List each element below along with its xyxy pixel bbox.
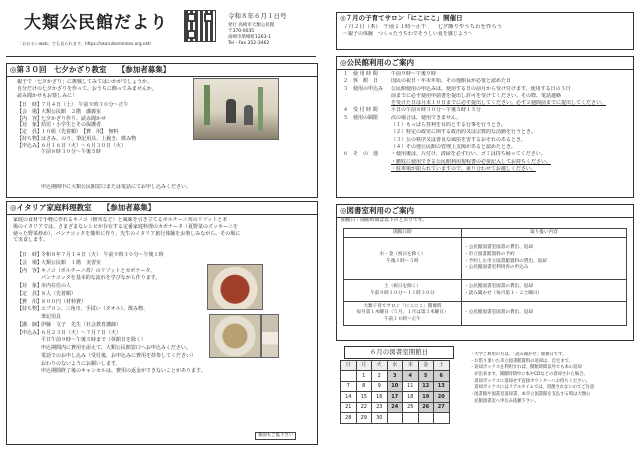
detail-key: 【会 場】	[17, 259, 43, 266]
salon-line2: ～親子の体験 つくったうちわでそうしい夏を感じよう～	[343, 31, 473, 38]
table-header-days: 開館日時	[344, 229, 462, 238]
detail-value: １０組（先着順） 【費 用】 無料	[41, 129, 119, 135]
detail-value: 令和８年７月１４日（火） 午前９時３０分～午後１時	[41, 252, 164, 258]
intro-line: 親子で「七夕かざり」に挑戦してみてはいかがでしょうか。	[17, 79, 153, 85]
tanabata-intro	[17, 79, 187, 99]
issue-date: 令和８年６月１日号	[228, 12, 287, 20]
calendar-day: 18	[403, 392, 419, 403]
calendar-day: 15	[356, 392, 372, 403]
detail-key: 【内 容】	[17, 115, 43, 122]
note-line: が出来ます。開館時間中に本やCDなどの返却された場合、	[470, 371, 588, 377]
detail-value: パンナコッタを基本的な流れを学びながら作ります。	[41, 275, 161, 282]
detail-value: おわりのないようにお願いします。	[41, 360, 121, 367]
calendar-day-header: 火	[372, 360, 388, 371]
usage-value: ・撤収に使用できる公民館利用規程書の必要記入してお持ちください。	[391, 158, 552, 165]
calendar-day: 7	[341, 381, 357, 392]
food-photo-pannacotta	[261, 314, 279, 358]
usage-value: 次の場合は、使用できません。	[391, 114, 462, 121]
usage-key	[343, 93, 391, 100]
note-line: ・返却ボックスを利用すれば、開館時間以外でも本の返却	[470, 365, 582, 371]
days-line: 午後１時～５時	[386, 258, 419, 264]
detail-key	[17, 353, 41, 361]
masthead-divider	[6, 56, 316, 57]
days-line: 毎月第１木曜日（５月、１月は第３木曜日）	[356, 310, 449, 316]
calendar-day-header: 木	[403, 360, 419, 371]
detail-value: エプロン、三角巾、手拭い（タオル）、飲み物、	[41, 306, 149, 313]
usage-value: ・使用後は、片付け、清掃を必ず行い、ゴミは持ち帰ってください。	[391, 151, 546, 158]
service-line: ・公民館図書室図書の貸出、返却	[464, 283, 533, 289]
publisher-line: 高崎市柴崎町1263-1	[228, 35, 271, 41]
calendar-day: 29	[356, 413, 372, 424]
usage-items	[343, 71, 631, 173]
detail-key: 【定 員】	[17, 129, 43, 135]
library-subtitle: 開館日・開館時間は以下のとおりです。	[341, 218, 427, 224]
detail-key	[17, 361, 41, 369]
calendar-day: 6	[434, 371, 450, 382]
usage-value: （４）その他公民館の管理上支障があると認めたとき。	[391, 143, 516, 150]
note-line: ・大学ご利用の方は、「読み聞かせ」開催日です。	[470, 352, 567, 357]
table-cell-services	[462, 280, 627, 302]
publisher-line: Tel・Fax 352-3462	[228, 41, 270, 47]
note-line: 返却ボックスに返却せず直接カウンターへお持ちください。	[470, 378, 591, 384]
masthead-url[interactable]: 「おおるいweb」でも見られます。https://okaruikominkan.org.net/	[18, 41, 152, 46]
food-photo-caponata	[209, 314, 261, 358]
calendar-day-header: 水	[387, 360, 403, 371]
calendar-week-row	[341, 392, 450, 403]
cooking-intro	[13, 217, 313, 244]
usage-value: （２）特定の政党に関する政治的又は宗教的な活動を行うとき。	[391, 129, 536, 136]
detail-key: 【申込み】	[17, 329, 43, 336]
calendar-day: 21	[341, 402, 357, 413]
detail-key	[17, 314, 41, 322]
detail-key: 【定 員】	[17, 290, 43, 297]
library-title: ◎図書室利用のご案内	[337, 205, 633, 218]
cooking-section	[6, 201, 318, 445]
calendar-day: 13	[434, 381, 450, 392]
library-hours-table	[343, 228, 627, 326]
service-line: ・読み聞かせ（毎月第１・２土曜日）	[464, 290, 543, 296]
salon-title: ◎７月の子育てサロン「にこにこ」開催日	[340, 14, 463, 22]
calendar-week-row	[341, 413, 450, 424]
detail-value: 大類公民館 １階 実習室	[41, 259, 102, 266]
detail-value: 筆記用具	[41, 314, 62, 320]
calendar-day: 16	[372, 392, 388, 403]
calendar-day-header: 日	[341, 360, 357, 371]
usage-key	[343, 159, 391, 166]
calendar-day: 30	[372, 413, 388, 424]
publisher-line: 発行 高崎市大類公民館	[228, 23, 275, 28]
detail-value: ６月２３日（火）～７月７日（火）	[41, 329, 122, 336]
usage-key	[343, 129, 391, 136]
publisher-line: 〒370-0035	[228, 29, 255, 35]
detail-key: 【会 場】	[17, 108, 43, 115]
calendar-day: 27	[434, 402, 450, 413]
detail-key: 【持ち物】	[17, 306, 43, 313]
calendar-day	[434, 413, 450, 424]
table-header-row	[344, 229, 627, 238]
table-cell-services	[462, 302, 627, 326]
service-line: ・市立図書館資料の予約	[464, 251, 515, 257]
intro-line: 場のイタリアでは、さまざまなレシピが存在する定番家庭料理のカポナータ（夏野菜のズッキーニを	[13, 223, 238, 230]
masthead-title: 大類公民館だより	[24, 13, 168, 33]
usage-key: ４ 受 付 時 間	[343, 107, 378, 114]
detail-value: 午前８時３０分～午後５時	[41, 149, 102, 156]
calendar-day: 23	[372, 402, 388, 413]
intro-line: 使った野菜炒め）、パンナコッタを簡単に作り、先生のイタリア旅行体験をお楽しみながら、その場に	[13, 230, 241, 237]
detail-key	[17, 337, 41, 345]
note-line: ・お借り頂いた市立図書館資料の返却は、自宅まで。	[470, 358, 574, 364]
detail-key: 【内 容】	[17, 267, 43, 274]
usage-key: ３ 使用の申込み	[343, 85, 384, 92]
usage-value: （３）公の秩序又は善良な風俗を害するおそれのあるとき。	[391, 136, 526, 143]
calendar-day	[403, 413, 419, 424]
service-line: ・公民館図書室図書の貸出、返却	[464, 244, 533, 250]
detail-value: 伊藤 文子 先生（社会教育講師）	[41, 321, 122, 328]
calendar-week-row	[341, 371, 450, 382]
detail-key: 【講 師】	[17, 321, 43, 328]
usage-value: 前までに必ず使用申請書を提出し許可を受けてください。その際、電話連絡	[391, 92, 562, 99]
detail-value: はさみ、のり、筆記用具、上履き、飲み物	[41, 135, 137, 142]
intro-line: 自分だけの七夕かざりを作って、おうちに飾ってみませんか。	[17, 85, 157, 92]
cooking-title: ◎イタリア家庭料理教室 【参加者募集】	[7, 202, 317, 215]
salon-section	[336, 12, 634, 50]
calendar-day-header: 月	[356, 360, 372, 371]
continue-label: 裏面もご覧下さい	[255, 432, 296, 440]
calendar-day: 14	[341, 392, 357, 403]
tanabata-section	[6, 63, 318, 198]
days-line: 水・金（祝日を除く）	[379, 252, 426, 258]
detail-value: ８００円（材料費）	[41, 298, 87, 305]
detail-value: 電話でのお申し込み（受付後、お申込みに費用を持参してください）	[41, 352, 197, 359]
usage-title: ◎公民館利用のご案内	[337, 57, 633, 70]
calendar-day-header: 金	[418, 360, 434, 371]
service-line: ・公民館図書室図書の貸出、返却	[464, 310, 533, 316]
days-line: 土（祝日を除く）	[384, 284, 421, 290]
detail-value: 申込期間終了後のキャンセルは、費用の返金ができないことがあります。	[41, 368, 206, 375]
table-cell-services	[462, 238, 627, 280]
usage-value: 国民の祝日・年末年始、その他館長が必要と認めた日	[391, 78, 512, 85]
salon-line1: ７月２日（木） 午前１１時～正午 七夕飾りやうちわを作ろう	[343, 23, 503, 30]
detail-value: 七夕かざり作り、読み聞かせ	[41, 115, 107, 122]
usage-value: ・駐車場が限られていますので、乗り合わせてお越しください。	[391, 165, 536, 172]
calendar-day: 8	[356, 381, 372, 392]
calendar-day: 3	[387, 371, 403, 382]
calendar-day	[418, 413, 434, 424]
calendar-table	[340, 360, 450, 424]
table-row	[344, 238, 627, 280]
table-cell-days	[344, 302, 462, 326]
service-line: ・予約した市立図書館資料の貸出、返却	[464, 258, 547, 264]
detail-value: 大類公民館 ２階 講義室	[41, 108, 102, 115]
library-notes	[470, 352, 634, 405]
service-line: ・公民館図書室利用券の申込み	[464, 265, 529, 271]
usage-value: 午前９時～午後９時	[391, 71, 437, 77]
calendar-week-row	[341, 381, 450, 392]
calendar-day: 12	[418, 381, 434, 392]
usage-key	[343, 166, 391, 173]
table-row	[344, 280, 627, 302]
food-photo-risotto	[207, 264, 263, 310]
usage-section	[336, 56, 634, 198]
note-line: 民館図書室へ申込み依頼下さい。	[470, 398, 539, 404]
calendar-day-header: 土	[434, 360, 450, 371]
calendar-day: 28	[341, 413, 357, 424]
library-section	[336, 204, 634, 341]
note-line: ・図書館や図書室返却書、本市立図書館を支払する時は大類公	[470, 391, 591, 397]
detail-key: 【申込み】	[17, 142, 43, 149]
detail-value: ８人（先着順）	[41, 290, 77, 297]
calendar-day: 24	[387, 402, 403, 413]
calendar-title: ６月の図書室開館日	[344, 346, 454, 359]
usage-value: 平日の午前８時３０分～午後５時１５分	[391, 107, 482, 114]
tanabata-title: ◎第３０回 七夕かざり教室 【参加者募集】	[7, 64, 317, 77]
calendar-day	[387, 413, 403, 424]
detail-key	[17, 275, 41, 283]
usage-value: を受けた日は月末１０日までに必ず提出してください。必ず２週間前までに提出してください。	[391, 100, 607, 107]
usage-value: 公民館使用の申込みは、使用する日の前月から受け付けます。使用する日の３日	[391, 85, 571, 92]
usage-key: ６ そ の 他	[343, 151, 379, 158]
days-line: 午前９時３０分～１１時３０分	[370, 290, 435, 296]
calendar-day: 19	[418, 392, 434, 403]
days-line: 午前１０時～正午	[384, 316, 421, 322]
calendar-week-row	[341, 402, 450, 413]
tanabata-note: 申込期間中に大類公民館窓口または電話にてお申し込みください。	[41, 184, 192, 190]
detail-key: 【対 象】	[17, 122, 43, 129]
intro-line: て実食します。	[13, 237, 48, 244]
intro-line: 読み聞かせもお楽しみに！	[17, 92, 78, 99]
detail-value: キノコ（ポルチーニ茸）のリゾットとカポナータ、	[41, 267, 156, 274]
detail-value: 幼児・小学生とその保護者	[41, 122, 102, 129]
detail-key	[17, 368, 41, 376]
intro-line: 家庭の食材で手軽に作れるキノコ（椎茸など）と風味を引き立てるポルチーニ茸のリゾットと本	[13, 217, 228, 223]
detail-key	[17, 149, 41, 156]
calendar-day: 10	[387, 381, 403, 392]
calendar-header-row	[341, 360, 450, 371]
calendar-day: 20	[434, 392, 450, 403]
detail-value: ７月４日（土） 午前９時３０分～正午	[41, 102, 129, 108]
calendar-day: 26	[418, 402, 434, 413]
table-header-services: 取り扱い内容	[462, 229, 627, 238]
masthead	[6, 6, 316, 58]
table-cell-days	[344, 238, 462, 280]
detail-key: 【持ち物】	[17, 135, 43, 142]
calendar-day: 5	[418, 371, 434, 382]
table-cell-days	[344, 280, 462, 302]
calendar-day: 9	[372, 381, 388, 392]
note-line: 返却ボックスにはリアルタイムでは、処理されないのでご注意	[470, 385, 595, 391]
calendar-day	[341, 371, 357, 382]
detail-key: 【日 時】	[17, 252, 43, 258]
calendar-day: 1	[356, 371, 372, 382]
detail-value: ６月１６日（火）～６月３０日（火）	[41, 142, 127, 149]
publisher-info	[228, 23, 274, 47]
calendar-day: 11	[403, 381, 419, 392]
table-row	[344, 302, 627, 326]
usage-key: １ 使 用 時 間	[343, 71, 378, 77]
detail-key: 【費 用】	[17, 298, 43, 305]
usage-key	[343, 122, 391, 129]
detail-value: 平日午前９時～午後５時まで（休館日を除く）	[41, 337, 147, 344]
tanabata-details	[17, 102, 307, 156]
calendar-day: 22	[356, 402, 372, 413]
usage-key	[343, 137, 391, 144]
detail-key	[17, 345, 41, 353]
usage-key: ２ 休 館 日	[343, 78, 379, 85]
days-line: 大類子育てサロン「にこにこ」開催時	[363, 304, 442, 310]
calendar-block	[336, 346, 462, 446]
qr-code-icon	[184, 10, 216, 42]
detail-key: 【対 象】	[17, 283, 43, 289]
usage-value: （１）もっぱら営利を目的とする行事を行うとき。	[391, 122, 506, 129]
calendar-day: 2	[372, 371, 388, 382]
detail-key: 【日 時】	[17, 102, 43, 108]
usage-key: ５ 使用の制限	[343, 114, 379, 121]
calendar-day: 25	[403, 402, 419, 413]
calendar-day: 17	[387, 392, 403, 403]
detail-value: 申込期間内に費用を添えて、大類公民館窓口へお申込みください。	[41, 345, 191, 351]
detail-value: 市内在住の人	[41, 283, 72, 289]
calendar-day: 4	[403, 371, 419, 382]
